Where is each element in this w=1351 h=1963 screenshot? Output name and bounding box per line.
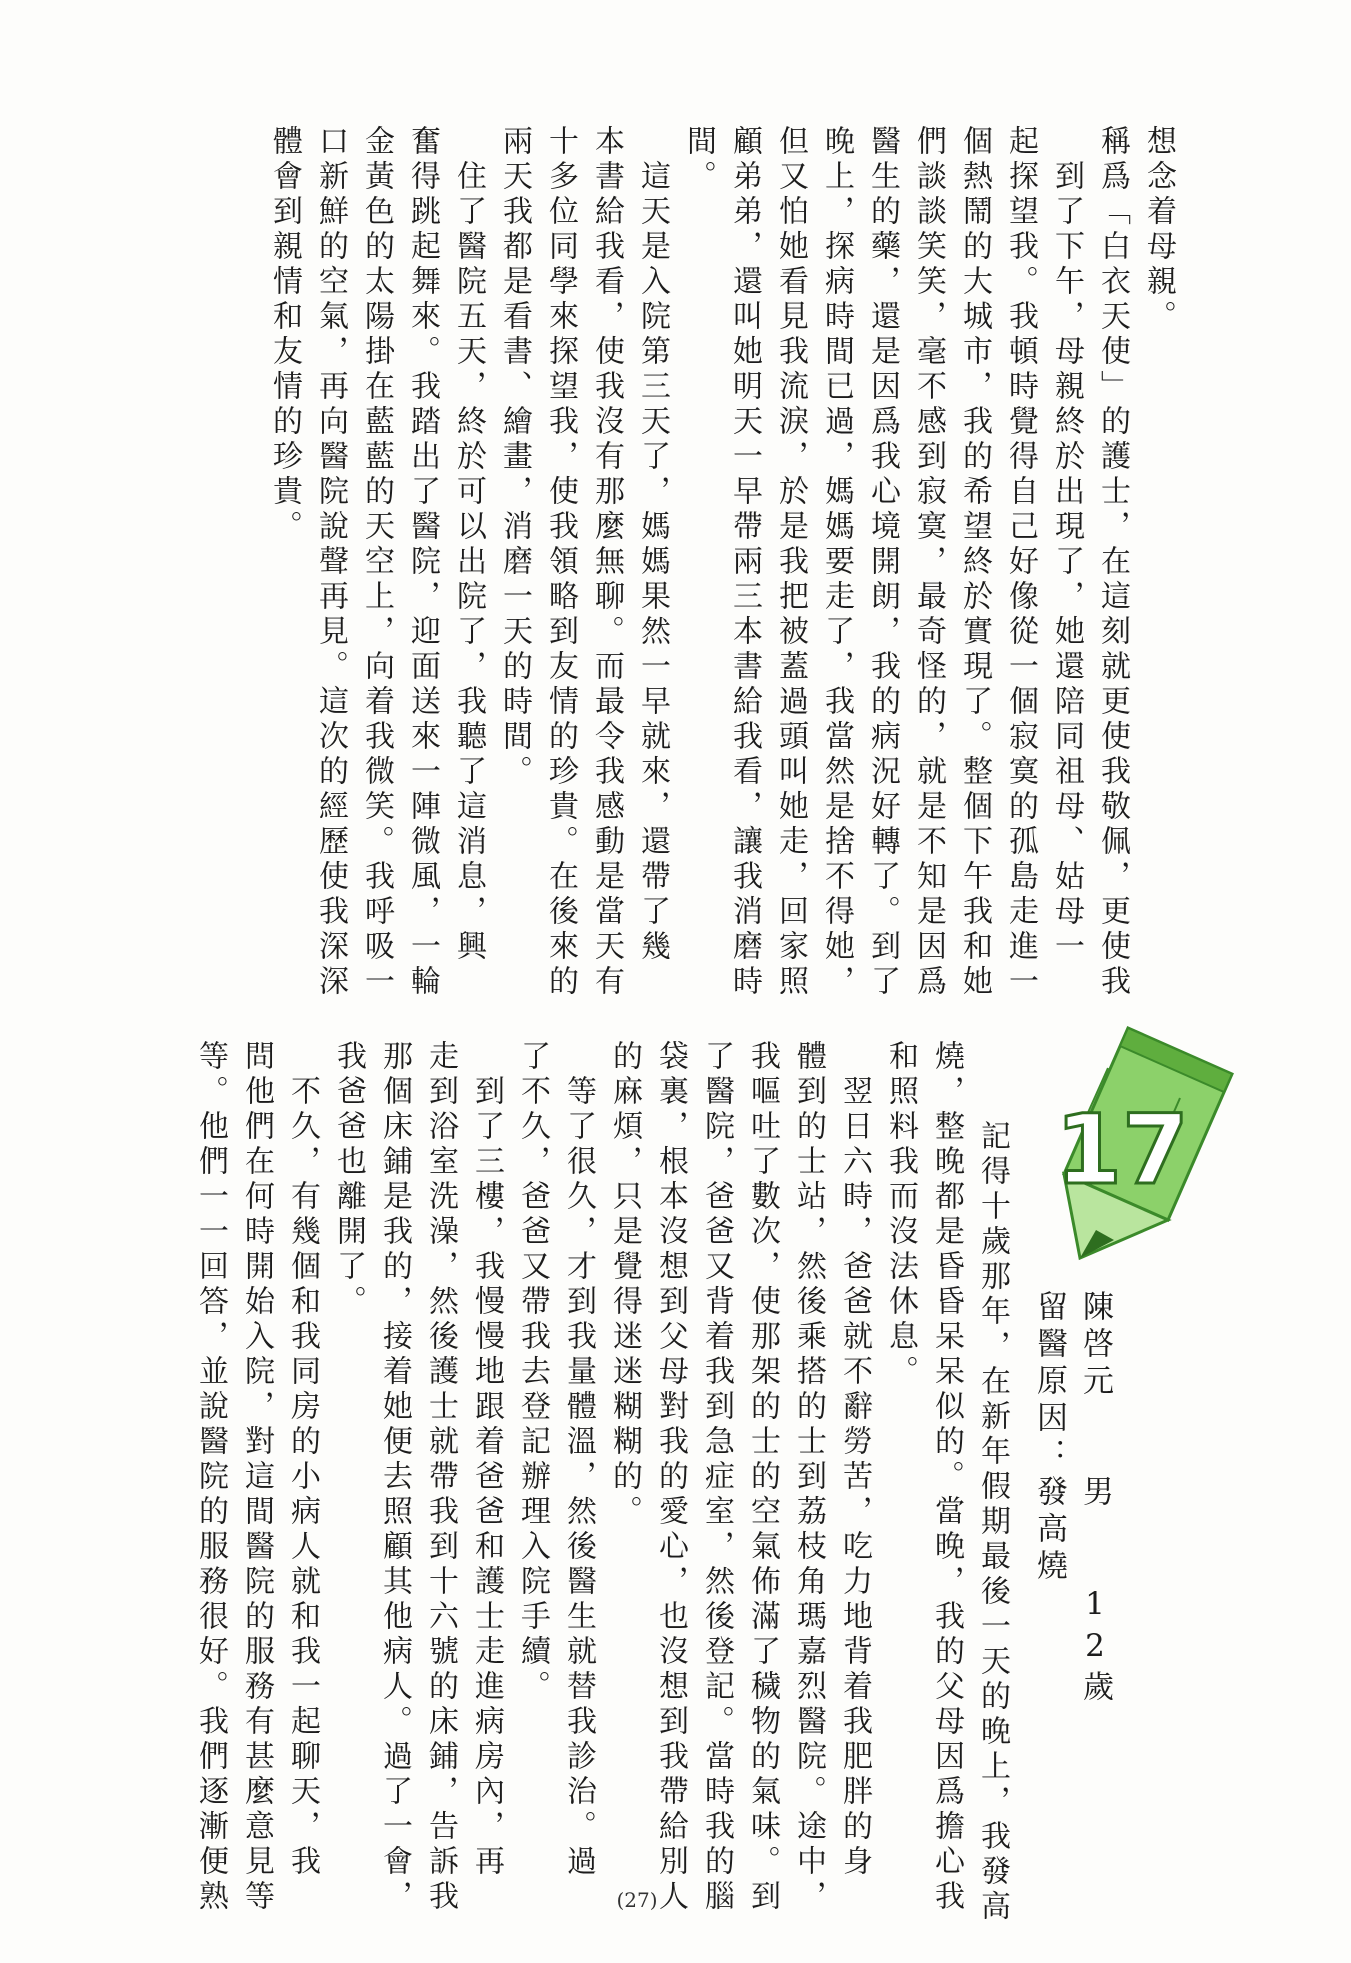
author-line: 陳啓元 男 12歲: [1077, 1290, 1113, 1707]
essay-column-11: 了不久，爸爸又帶我去登記辦理入院手續。: [515, 1040, 550, 1705]
top-column-09: 但又怕她看見我流淚，於是我把被蓋過頭叫她走，回家照: [773, 125, 808, 1000]
essay-column-16: 不久，有幾個和我同房的小病人就和我一起聊天，我: [285, 1040, 320, 1880]
essay-number: 17: [1055, 1094, 1189, 1206]
top-column-04: 起探望我。我頓時覺得自己好像從一個寂寞的孤島走進一: [1003, 125, 1038, 1000]
essay-column-17: 問他們在何時開始入院，對這間醫院的服務有甚麼意見等: [239, 1040, 274, 1915]
top-column-15: 兩天我都是看書、繪畫，消磨一天的時間。: [497, 125, 532, 790]
essay-column-05: 體到的士站，然後乘搭的士到荔枝角瑪嘉烈醫院。途中，: [791, 1040, 826, 1915]
top-column-08: 晚上，探病時間已過，媽媽要走了，我當然是捨不得她，: [819, 125, 854, 1000]
essay-column-13: 走到浴室洗澡，然後護士就帶我到十六號的床鋪，告訴我: [423, 1040, 458, 1915]
reason-line: 留醫原因：發高燒: [1031, 1290, 1067, 1586]
essay-column-18: 等。他們一一回答，並說醫院的服務很好。我們逐漸便熟: [193, 1040, 228, 1915]
top-column-01: 想念着母親。: [1141, 125, 1176, 335]
essay-column-07: 了醫院，爸爸又背着我到急症室，然後登記。當時我的腦: [699, 1040, 734, 1915]
top-column-05: 個熱鬧的大城市，我的希望終於實現了。整個下午我和她: [957, 125, 992, 1000]
essay-column-09: 的麻煩，只是覺得迷迷糊糊的。: [607, 1040, 642, 1530]
top-column-17: 奮得跳起舞來。我踏出了醫院，迎面送來一陣微風，一輪: [405, 125, 440, 1000]
pencil-17-icon: [1010, 1008, 1245, 1268]
top-column-03: 到了下午，母親終於出現了，她還陪同祖母、姑母一: [1049, 125, 1084, 965]
top-column-02: 稱爲「白衣天使」的護士，在這刻就更使我敬佩，更使我: [1095, 125, 1130, 1000]
essay-column-14: 那個床鋪是我的，接着她便去照顧其他病人。過了一會，: [377, 1040, 412, 1915]
top-column-18: 金黃色的太陽掛在藍藍的天空上，向着我微笑。我呼吸一: [359, 125, 394, 1000]
essay-column-12: 到了三樓，我慢慢地跟着爸爸和護士走進病房內，再: [469, 1040, 504, 1880]
essay-column-06: 我嘔吐了數次，使那架的士的空氣佈滿了穢物的氣味。到: [745, 1040, 780, 1915]
essay-column-01: 記得十歲那年，在新年假期最後一天的晚上，我發高: [975, 1085, 1010, 1925]
page-number: (27): [616, 1888, 658, 1912]
top-column-07: 醫生的藥，還是因爲我心境開朗，我的病況好轉了。到了: [865, 125, 900, 1000]
essay-column-03: 和照料我而沒法休息。: [883, 1040, 918, 1390]
top-column-06: 們談談笑笑，毫不感到寂寞，最奇怪的，就是不知是因爲: [911, 125, 946, 1000]
top-column-12: 這天是入院第三天了，媽媽果然一早就來，還帶了幾: [635, 125, 670, 965]
top-column-14: 十多位同學來探望我，使我領略到友情的珍貴。在後來的: [543, 125, 578, 1000]
essay-column-10: 等了很久，才到我量體溫，然後醫生就替我診治。過: [561, 1040, 596, 1880]
top-column-20: 體會到親情和友情的珍貴。: [267, 125, 302, 545]
essay-column-02: 燒，整晚都是昏昏呆呆似的。當晚，我的父母因爲擔心我: [929, 1040, 964, 1915]
essay-column-15: 我爸爸也離開了。: [331, 1040, 366, 1320]
top-column-13: 本書給我看，使我沒有那麼無聊。而最令我感動是當天有: [589, 125, 624, 1000]
top-column-16: 住了醫院五天，終於可以出院了，我聽了這消息，興: [451, 125, 486, 965]
top-column-19: 口新鮮的空氣，再向醫院說聲再見。這次的經歷使我深深: [313, 125, 348, 1000]
top-column-10: 顧弟弟，還叫她明天一早帶兩三本書給我看，讓我消磨時: [727, 125, 762, 1000]
top-column-11: 間。: [681, 125, 716, 195]
essay-column-04: 翌日六時，爸爸就不辭勞苦，吃力地背着我肥胖的身: [837, 1040, 872, 1880]
essay-column-08: 袋裏，根本沒想到父母對我的愛心，也沒想到我帶給別人: [653, 1040, 688, 1915]
